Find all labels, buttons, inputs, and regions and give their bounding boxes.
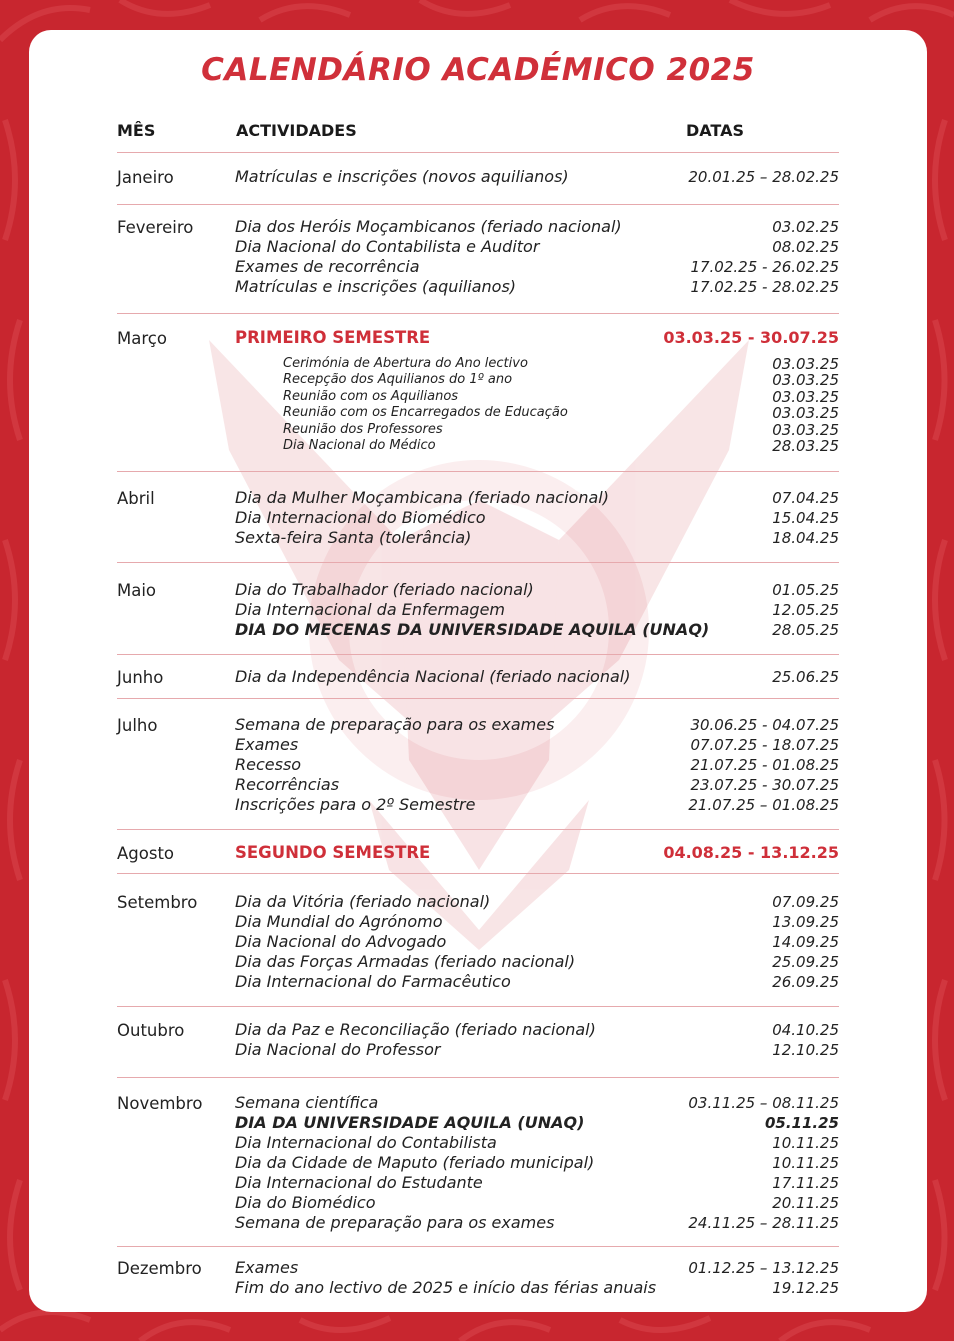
- activity-label: Semana de preparação para os exames: [235, 715, 555, 734]
- activity-date: 12.05.25: [772, 601, 839, 619]
- month-label-janeiro: Janeiro: [117, 168, 174, 187]
- dates-janeiro: [629, 167, 839, 187]
- dates-maio: [629, 580, 839, 640]
- activity-date: 17.11.25: [772, 1174, 839, 1192]
- activity-date: 03.03.25: [772, 404, 839, 423]
- activity-date: 24.11.25 – 28.11.25: [688, 1214, 839, 1232]
- activity-date: 10.11.25: [772, 1154, 839, 1172]
- month-label-julho: Julho: [117, 716, 158, 735]
- activity-label: Reunião com os Encarregados de Educação: [283, 405, 568, 421]
- activity-label: Dia da Paz e Reconciliação (feriado nacional): [235, 1020, 596, 1039]
- month-label-agosto: Agosto: [117, 844, 175, 863]
- activity-date: 17.02.25 - 26.02.25: [690, 258, 839, 276]
- divider: [117, 698, 839, 699]
- semester-label-second: SEGUNDO SEMESTRE: [235, 843, 431, 862]
- activity-date: 01.12.25 – 13.12.25: [688, 1259, 839, 1277]
- activities-outubro: [235, 1020, 695, 1060]
- activity-date: 01.05.25: [772, 581, 839, 599]
- divider: [117, 204, 839, 205]
- activity-label: Dia Internacional do Contabilista: [235, 1133, 497, 1152]
- activity-label: Inscrições para o 2º Semestre: [235, 795, 476, 814]
- activity-date: 30.06.25 - 04.07.25: [690, 716, 839, 734]
- activity-label: Dia Nacional do Contabilista e Auditor: [235, 237, 540, 256]
- divider: [117, 313, 839, 314]
- month-label-dezembro: Dezembro: [117, 1259, 202, 1278]
- activity-label: Dia do Biomédico: [235, 1193, 376, 1212]
- activities-maio: [235, 580, 710, 640]
- month-label-maio: Maio: [117, 581, 157, 600]
- dates-dezembro: [629, 1258, 839, 1298]
- activity-label: Cerimónia de Abertura do Ano lectivo: [283, 356, 528, 371]
- divider: [117, 152, 839, 153]
- activity-label: Dia Internacional do Biomédico: [235, 508, 486, 527]
- semester-dates-second: 04.08.25 - 13.12.25: [663, 843, 839, 862]
- month-label-fevereiro: Fevereiro: [117, 218, 194, 237]
- dates-abril: [629, 488, 839, 548]
- dates-setembro: [629, 892, 839, 992]
- activity-date: 10.11.25: [772, 1134, 839, 1152]
- activity-date: 15.04.25: [772, 509, 839, 527]
- divider: [117, 1077, 839, 1078]
- activity-date: 25.09.25: [772, 953, 839, 971]
- header-month: MÊS: [117, 121, 156, 140]
- activity-label: Dia das Forças Armadas (feriado nacional): [235, 952, 576, 971]
- activity-date: 20.11.25: [772, 1194, 839, 1212]
- activity-label: Exames: [235, 1258, 299, 1277]
- activity-date: 26.09.25: [772, 973, 839, 991]
- activities-janeiro: [235, 167, 695, 187]
- activity-date: 17.02.25 - 28.02.25: [690, 278, 839, 296]
- activity-date: 12.10.25: [772, 1041, 839, 1059]
- activity-label: Dia Internacional do Farmacêutico: [235, 972, 511, 991]
- dates-junho: [629, 667, 839, 687]
- dates-fevereiro: [629, 217, 839, 297]
- activity-date: 03.03.25: [772, 371, 839, 390]
- month-label-marco: Março: [117, 329, 167, 348]
- activity-date: 03.11.25 – 08.11.25: [688, 1094, 839, 1112]
- activity-date: 19.12.25: [772, 1279, 839, 1297]
- divider: [117, 1246, 839, 1247]
- header-dates: DATAS: [686, 121, 744, 140]
- activities-abril: [235, 488, 695, 548]
- divider: [117, 562, 839, 563]
- activity-label: Dia Internacional da Enfermagem: [235, 600, 505, 619]
- activity-label: Dia da Independência Nacional (feriado nacional): [235, 667, 631, 686]
- page-title: CALENDÁRIO ACADÉMICO 2025: [201, 52, 755, 88]
- activity-label: Dia do Trabalhador (feriado nacional): [235, 580, 534, 599]
- activities-julho: [235, 715, 695, 815]
- activity-label: Reunião dos Professores: [283, 421, 443, 437]
- activity-label: DIA DA UNIVERSIDADE AQUILA (UNAQ): [235, 1113, 585, 1132]
- dates-novembro: [629, 1093, 839, 1233]
- activity-label: Exames de recorrência: [235, 257, 420, 276]
- activity-date: 03.03.25: [772, 355, 839, 373]
- activity-date: 25.06.25: [772, 668, 839, 686]
- activity-date: 18.04.25: [772, 529, 839, 547]
- activity-date: 14.09.25: [772, 933, 839, 951]
- activity-label: Dia Nacional do Professor: [235, 1040, 441, 1059]
- activity-date: 23.07.25 - 30.07.25: [690, 776, 839, 794]
- activity-label: Recepção dos Aquilianos do 1º ano: [283, 372, 513, 388]
- activity-label: Semana científica: [235, 1093, 379, 1112]
- activity-date: 07.09.25: [772, 893, 839, 911]
- activity-date: 05.11.25: [764, 1114, 839, 1132]
- activity-date: 21.07.25 - 01.08.25: [690, 756, 839, 774]
- header-activities: ACTIVIDADES: [236, 121, 357, 140]
- activities-novembro: [235, 1093, 695, 1233]
- activity-date: 03.03.25: [772, 420, 839, 439]
- activity-date: 28.05.25: [772, 621, 839, 639]
- activity-label: Semana de preparação para os exames: [235, 1213, 555, 1232]
- activities-dezembro: [235, 1258, 695, 1298]
- activity-label: Dia da Vitória (feriado nacional): [235, 892, 491, 911]
- month-label-novembro: Novembro: [117, 1094, 203, 1113]
- month-label-outubro: Outubro: [117, 1021, 185, 1040]
- activity-label: Reunião com os Aquilianos: [283, 388, 459, 404]
- dates-marco: [629, 356, 839, 454]
- activity-label: Recesso: [235, 755, 302, 774]
- activity-date: 07.07.25 - 18.07.25: [690, 736, 839, 754]
- activity-date: 03.02.25: [772, 218, 839, 236]
- activity-label: Dia da Cidade de Maputo (feriado municipal): [235, 1153, 595, 1172]
- activity-date: 07.04.25: [772, 489, 839, 507]
- month-label-junho: Junho: [117, 668, 164, 687]
- semester-label-first: PRIMEIRO SEMESTRE: [235, 328, 431, 347]
- activity-label: Dia dos Heróis Moçambicanos (feriado nacional): [235, 217, 622, 236]
- activity-date: 28.03.25: [772, 436, 839, 455]
- activity-label: Matrículas e inscrições (aquilianos): [235, 277, 517, 296]
- activity-label: Fim do ano lectivo de 2025 e início das férias anuais: [235, 1278, 657, 1297]
- calendar-card: [29, 30, 927, 1312]
- semester-dates-first: 03.03.25 - 30.07.25: [663, 328, 839, 347]
- activity-label: Dia da Mulher Moçambicana (feriado nacional): [235, 488, 609, 507]
- activity-date: 08.02.25: [772, 238, 839, 256]
- activity-label: Dia Mundial do Agrónomo: [235, 912, 443, 931]
- divider: [117, 873, 839, 874]
- activity-date: 03.03.25: [772, 387, 839, 406]
- divider: [117, 829, 839, 830]
- activities-junho: [235, 667, 695, 687]
- dates-outubro: [629, 1020, 839, 1060]
- activity-date: 13.09.25: [772, 913, 839, 931]
- activity-date: 21.07.25 – 01.08.25: [688, 796, 839, 814]
- activities-fevereiro: [235, 217, 695, 297]
- divider: [117, 471, 839, 472]
- activity-label: Dia Internacional do Estudante: [235, 1173, 483, 1192]
- activities-setembro: [235, 892, 695, 992]
- activity-label: Exames: [235, 735, 299, 754]
- activity-label: Matrículas e inscrições (novos aquilianos): [235, 167, 569, 186]
- month-label-abril: Abril: [117, 489, 155, 508]
- divider: [117, 1006, 839, 1007]
- activity-date: 04.10.25: [772, 1021, 839, 1039]
- activity-label: DIA DO MECENAS DA UNIVERSIDADE AQUILA (UNAQ): [235, 620, 710, 639]
- activity-label: Dia Nacional do Advogado: [235, 932, 447, 951]
- activity-label: Recorrências: [235, 775, 340, 794]
- activity-label: Dia Nacional do Médico: [283, 437, 436, 453]
- activity-date: 20.01.25 – 28.02.25: [688, 168, 839, 186]
- activity-label: Sexta-feira Santa (tolerância): [235, 528, 472, 547]
- month-label-setembro: Setembro: [117, 893, 198, 912]
- divider: [117, 654, 839, 655]
- dates-julho: [629, 715, 839, 815]
